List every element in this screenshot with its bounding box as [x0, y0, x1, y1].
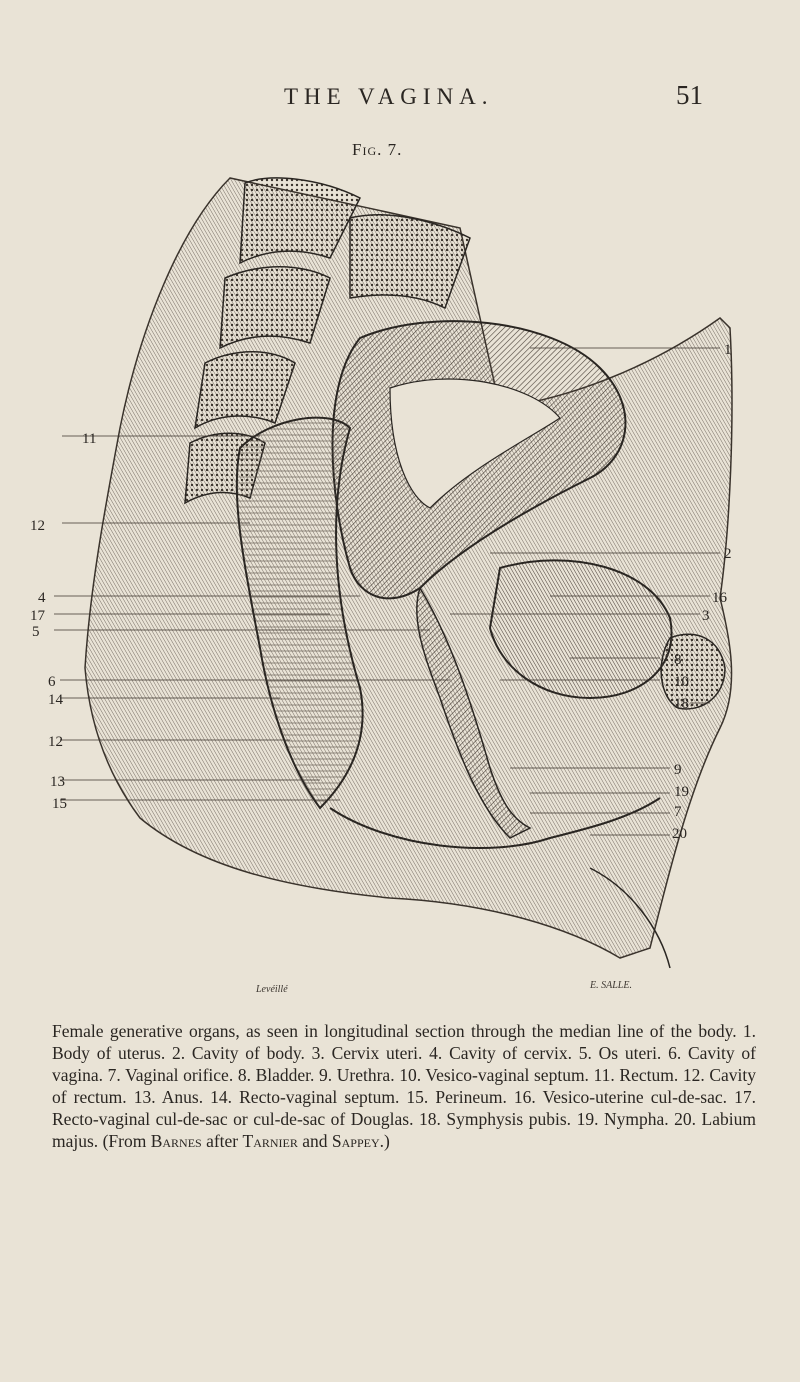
callout-2: 2 [724, 546, 732, 562]
caption-source-barnes: Barnes [150, 1131, 202, 1151]
callout-1: 1 [724, 342, 732, 358]
caption-source-open: (From [102, 1131, 151, 1151]
callout-15: 15 [52, 796, 67, 812]
caption-source-and: and [297, 1131, 332, 1151]
callout-19: 19 [674, 784, 689, 800]
callout-5: 5 [32, 624, 40, 640]
anatomical-illustration [30, 168, 770, 998]
running-title: THE VAGINA. [284, 84, 494, 109]
caption-source-mid: after [201, 1131, 243, 1151]
callout-18: 18 [674, 696, 689, 712]
caption-source-sappey: Sappey [331, 1131, 380, 1151]
caption-text: Female generative organs, as seen in longitudinal section through the median line of the body. 1. Body of uterus. 2. Cavity of body. 3. Cervix uteri. 4. Cavity of cervix. 5. Os uteri. 6. Cavity of vagina. 7. Vaginal orifice. 8. Bladder. 9. Urethra. 10. Vesico-vaginal septum. 11. Rectum. 12. Cavity of rectum. 13. Anus. 14. Recto-vaginal septum. 15. Perineum. 16. Vesico-uterine cul-de-sac. 17. Recto-vaginal cul-de-sac or cul-de-sac of Douglas. 18. Symphysis pubis. 19. Nympha. 20. Labium majus. [52, 1021, 756, 1151]
engraver-signature-right: E. SALLE. [590, 980, 632, 991]
engraver-signature-left: Levéillé [256, 984, 288, 995]
callout-4: 4 [38, 590, 46, 606]
callout-20: 20 [672, 826, 687, 842]
figure-label: Fig. 7. [352, 140, 403, 159]
callout-14: 14 [48, 692, 63, 708]
caption-source-tarnier: Tarnier [242, 1131, 298, 1151]
callout-9: 9 [674, 762, 682, 778]
callout-13: 13 [50, 774, 65, 790]
anatomical-plate [30, 168, 770, 998]
callout-12b: 12 [48, 734, 63, 750]
callout-3: 3 [702, 608, 710, 624]
callout-8: 8 [674, 652, 682, 668]
caption-source-close: .) [379, 1131, 390, 1151]
callout-11: 11 [82, 431, 97, 447]
callout-16: 16 [712, 590, 727, 606]
callout-12: 12 [30, 518, 45, 534]
callout-17: 17 [30, 608, 45, 624]
page-number: 51 [676, 80, 703, 110]
callout-10: 10 [674, 674, 689, 690]
callout-6: 6 [48, 674, 56, 690]
callouts-left [30, 431, 96, 812]
running-head [0, 80, 800, 114]
figure-caption [52, 1020, 756, 1152]
callout-7: 7 [674, 804, 682, 820]
